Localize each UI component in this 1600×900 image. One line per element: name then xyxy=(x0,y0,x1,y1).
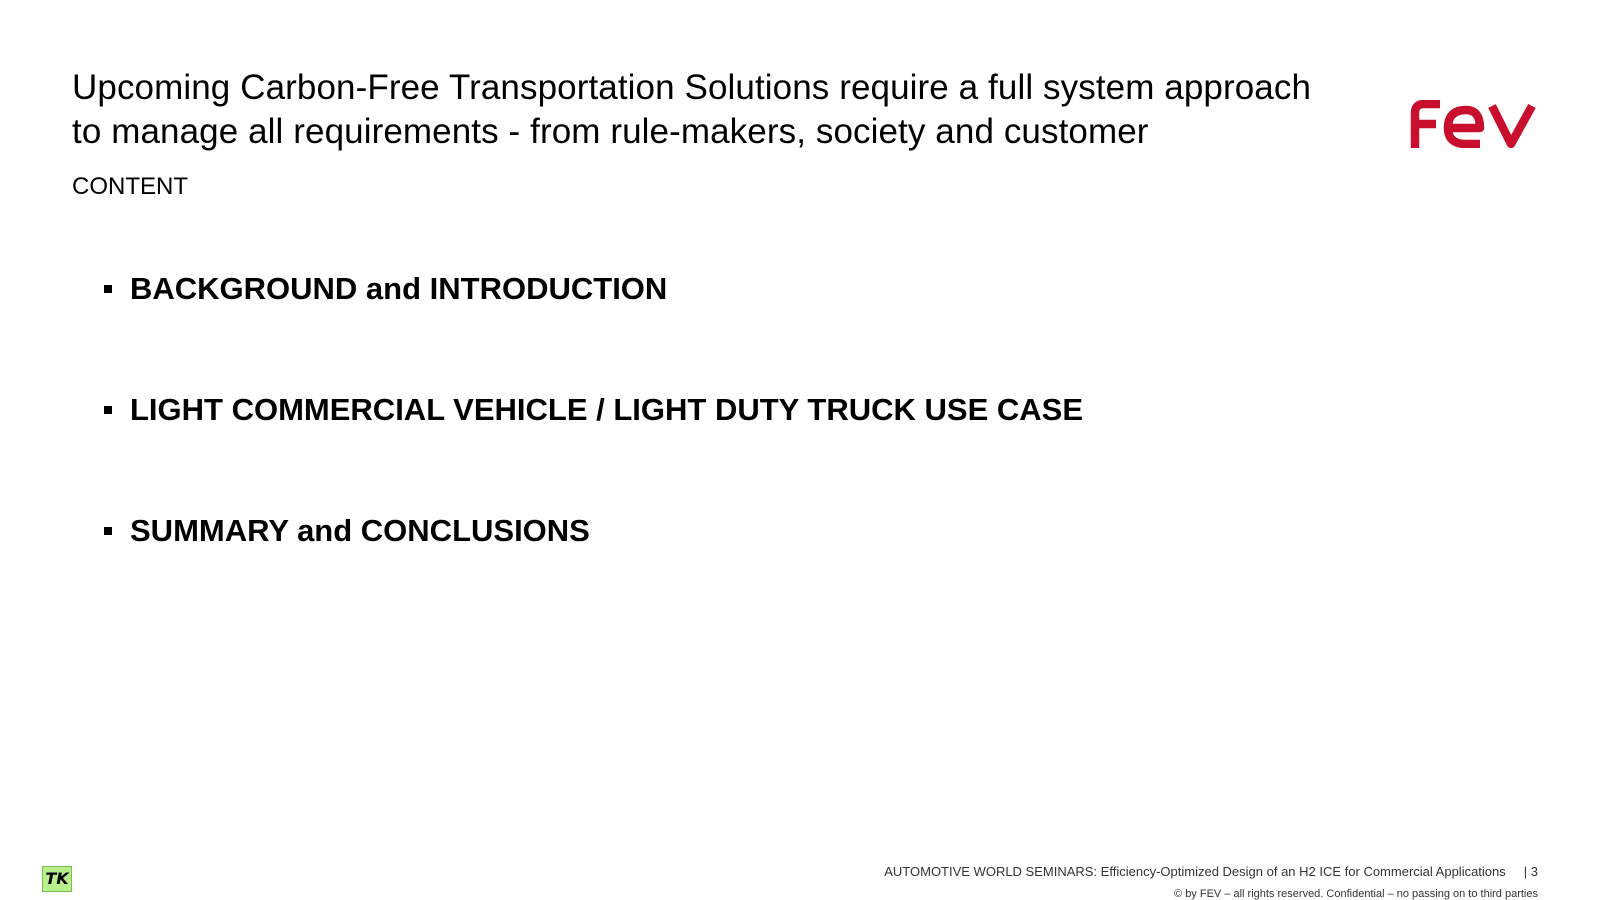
footer-event-line xyxy=(884,864,1538,880)
agenda-item-label: LIGHT COMMERCIAL VEHICLE / LIGHT DUTY TRUCK USE CASE xyxy=(130,392,1083,427)
fev-logo xyxy=(1410,100,1536,148)
slide-title-line-1: Upcoming Carbon-Free Transportation Solutions require a full system approach xyxy=(72,68,1312,107)
footer-event-title: AUTOMOTIVE WORLD SEMINARS: Efficiency-Optimized Design of an H2 ICE for Commercial Applications xyxy=(884,864,1506,879)
square-bullet-icon xyxy=(104,285,112,293)
copyright-notice: © by FEV – all rights reserved. Confidential – no passing on to third parties xyxy=(1174,888,1538,900)
agenda-item-summary xyxy=(104,512,1083,633)
square-bullet-icon xyxy=(104,527,112,535)
page-number: | 3 xyxy=(1523,864,1538,879)
agenda-item-background xyxy=(104,270,1083,391)
agenda-item-label: BACKGROUND and INTRODUCTION xyxy=(130,271,668,306)
agenda-item-use-case xyxy=(104,391,1083,512)
slide-title-line-2: to manage all requirements - from rule-makers, society and customer xyxy=(72,112,1149,151)
author-badge: TK xyxy=(42,866,72,892)
agenda-list xyxy=(104,270,1083,633)
section-label: CONTENT xyxy=(72,173,188,200)
slide-title xyxy=(72,66,1412,154)
square-bullet-icon xyxy=(104,406,112,414)
agenda-item-label: SUMMARY and CONCLUSIONS xyxy=(130,513,590,548)
